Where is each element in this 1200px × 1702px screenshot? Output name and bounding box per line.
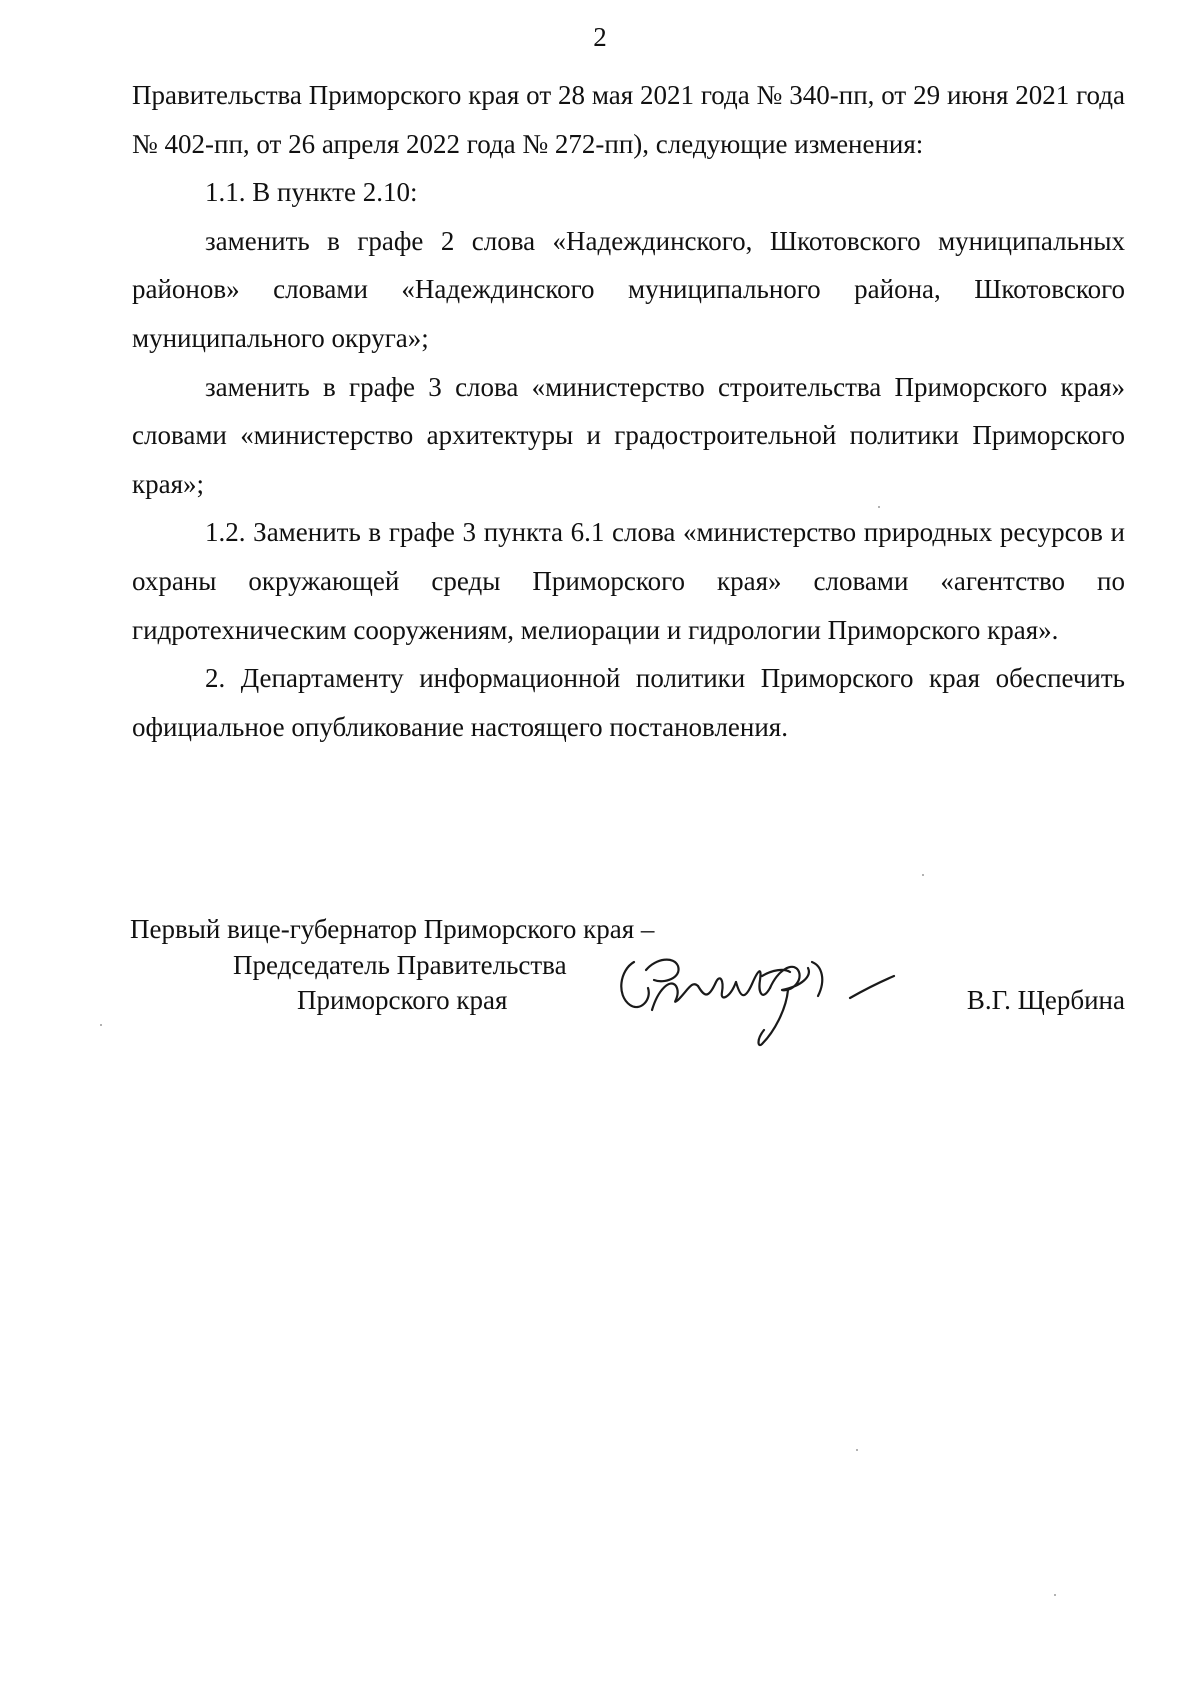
scan-speck (100, 1024, 102, 1026)
scan-speck (922, 874, 924, 876)
paragraph-item-2: 2. Департаменту информационной политики Приморского края обеспечить официальное опубликование настоящего постановления. (132, 663, 1125, 742)
signatory-name: В.Г. Щербина (966, 985, 1125, 1015)
scan-speck (1054, 1594, 1056, 1596)
document-body (132, 71, 1125, 751)
signatory-title-line-2: Председатель Правительства (233, 950, 567, 980)
paragraph-item-1-1: 1.1. В пункте 2.10: (205, 177, 418, 208)
signatory-title-line-3: Приморского края (297, 985, 508, 1015)
paragraph-continuation: Правительства Приморского края от 28 мая 2021 года № 340-пп, от 29 июня 2021 года № 402-пп, от 26 апреля 2022 года № 272-пп), следующие изменения: (132, 80, 1125, 159)
page-number: 2 (593, 22, 607, 52)
paragraph-item-1-2: 1.2. Заменить в графе 3 пункта 6.1 слова «министерство природных ресурсов и охраны окружающей среды Приморского края» словами «агентство по гидротехническим сооружениям, мелиорации и гидрологии Приморского края». (132, 517, 1125, 645)
paragraph-replace-column-2: заменить в графе 2 слова «Надеждинского, Шкотовского муниципальных районов» словами «Надеждинского муниципального района, Шкотовского муниципального округа»; (132, 225, 1125, 353)
signatory-title-line-1: Первый вице-губернатор Приморского края – (130, 914, 655, 944)
handwritten-signature (612, 940, 912, 1050)
paragraph-replace-column-3: заменить в графе 3 слова «министерство строительства Приморского края» словами «министерство архитектуры и градостроительной политики Приморского края»; (132, 371, 1125, 499)
scan-speck (856, 1449, 858, 1451)
scan-speck (878, 506, 880, 508)
